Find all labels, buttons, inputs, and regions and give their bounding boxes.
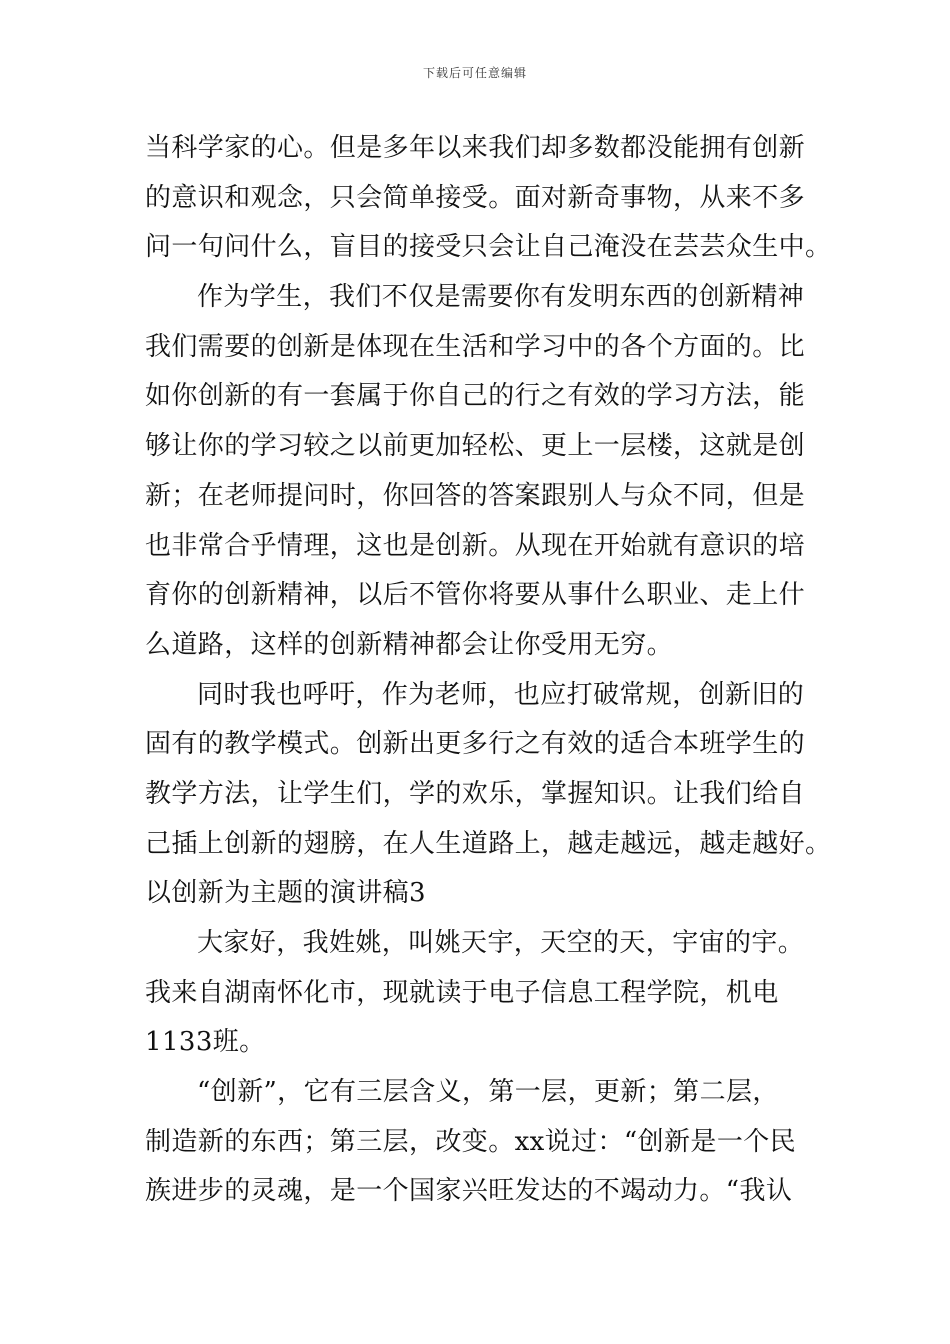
- paragraph-first-line: 作为学生，我们不仅是需要你有发明东西的创新精神: [197, 282, 805, 313]
- page-header-note: 下载后可任意编辑: [422, 66, 527, 80]
- paragraph-first-line: 同时我也呼吁，作为老师，也应打破常规，创新旧的: [197, 679, 805, 710]
- text-line: 够让你的学习较之以前更加轻松、更上一层楼，这就是创: [145, 431, 806, 462]
- text-line: 么道路，这样的创新精神都会让你受用无穷。: [145, 629, 674, 660]
- text-line: 也非常合乎情理，这也是创新。从现在开始就有意识的培: [145, 530, 806, 561]
- text-line: 新；在老师提问时，你回答的答案跟别人与众不同，但是: [145, 480, 806, 511]
- text-line: 育你的创新精神，以后不管你将要从事什么职业、走上什: [145, 580, 806, 611]
- text-line: 制造新的东西；第三层，改变。xx说过：“创新是一个民: [145, 1126, 797, 1157]
- text-line: 教学方法，让学生们，学的欢乐，掌握知识。让我们给自: [145, 778, 806, 809]
- paragraph-first-line: “创新”，它有三层含义，第一层，更新；第二层，: [197, 1077, 779, 1108]
- text-line: 当科学家的心。但是多年以来我们却多数都没能拥有创新: [145, 133, 806, 163]
- document-body: [145, 124, 832, 1217]
- text-line: 1133班。: [145, 1027, 266, 1058]
- section-heading: 以创新为主题的演讲稿3: [145, 878, 426, 909]
- text-line: 族进步的灵魂，是一个国家兴旺发达的不竭动力。“我认: [145, 1176, 793, 1207]
- text-line: 我们需要的创新是体现在生活和学习中的各个方面的。比: [145, 331, 806, 362]
- text-line: 固有的教学模式。创新出更多行之有效的适合本班学生的: [145, 729, 806, 760]
- text-line: 己插上创新的翅膀，在人生道路上，越走越远，越走越好。: [145, 828, 832, 859]
- text-line: 我来自湖南怀化市，现就读于电子信息工程学院，机电: [145, 977, 779, 1008]
- text-line: 问一句问什么，盲目的接受只会让自己淹没在芸芸众生中。: [145, 232, 832, 263]
- paragraph-first-line: 大家好，我姓姚，叫姚天宇，天空的天，宇宙的宇。: [197, 928, 805, 958]
- text-line: 的意识和观念，只会简单接受。面对新奇事物，从来不多: [145, 182, 806, 213]
- text-line: 如你创新的有一套属于你自己的行之有效的学习方法，能: [145, 381, 806, 412]
